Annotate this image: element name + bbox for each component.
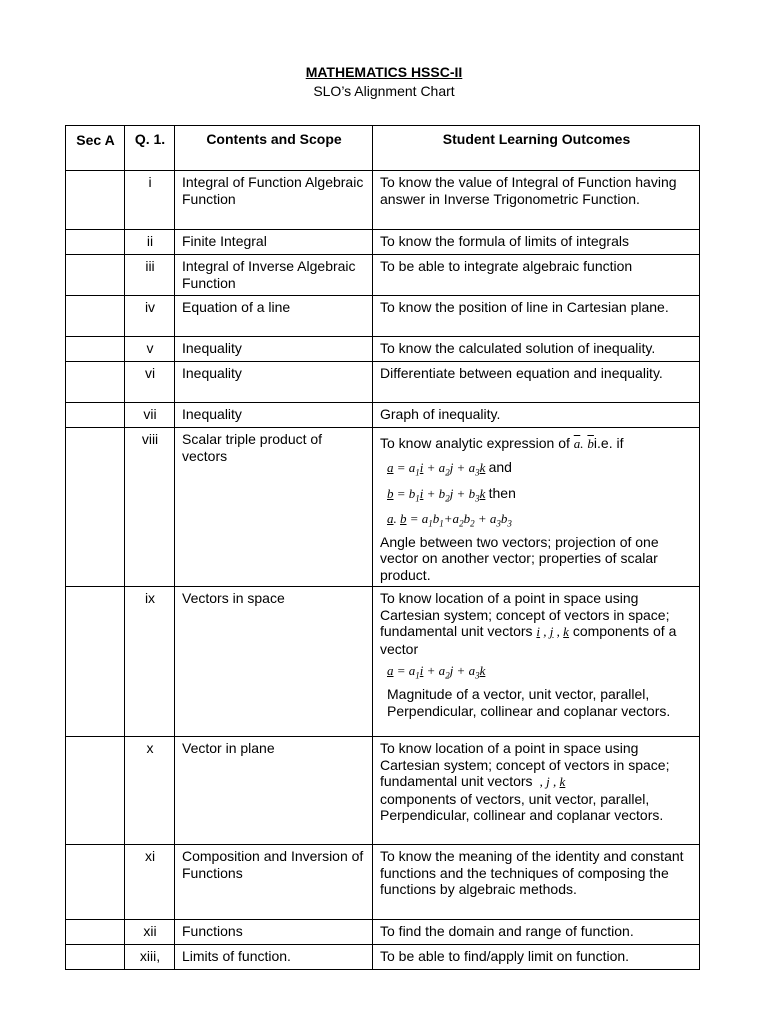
header-sec: Sec A	[66, 126, 125, 171]
table-header-row	[66, 126, 700, 171]
slo-intro: To know analytic expression of	[380, 435, 570, 451]
question-number: ix	[125, 587, 175, 737]
slo-cell	[373, 428, 700, 587]
table-row	[66, 171, 700, 230]
table-row	[66, 255, 700, 296]
sec-cell	[66, 337, 125, 362]
table-row	[66, 945, 700, 970]
table-row	[66, 920, 700, 945]
content-cell: Composition and Inversion of Functions	[175, 845, 373, 920]
slo-cell: To know the position of line in Cartesian plane.	[373, 296, 700, 337]
equation-a: $a = a_1i + a_2j + a_3k$	[387, 663, 486, 681]
slo-cell: To find the domain and range of function.	[373, 920, 700, 945]
equation-b: $b = b_1i + b_2j + b_3k$ then	[387, 484, 516, 504]
content-cell: Inequality	[175, 337, 373, 362]
content-cell: Vector in plane	[175, 737, 373, 845]
slo-intro-line	[380, 590, 693, 657]
sec-cell	[66, 587, 125, 737]
question-number: vii	[125, 403, 175, 428]
slo-cell: To be able to integrate algebraic function	[373, 255, 700, 296]
table-row	[66, 845, 700, 920]
sec-cell	[66, 296, 125, 337]
content-cell: Vectors in space	[175, 587, 373, 737]
table-row	[66, 587, 700, 737]
question-number: iv	[125, 296, 175, 337]
content-cell: Finite Integral	[175, 230, 373, 255]
slo-ie-text: i.e. if	[593, 435, 624, 451]
slo-cell: Graph of inequality.	[373, 403, 700, 428]
question-number: v	[125, 337, 175, 362]
content-cell: Inequality	[175, 403, 373, 428]
header-slo: Student Learning Outcomes	[373, 126, 700, 171]
vector-a-symbol: $\overline{a}$	[573, 436, 581, 451]
sec-cell	[66, 945, 125, 970]
slo-cell: To know the value of Integral of Function having answer in Inverse Trigonometric Function.	[373, 171, 700, 230]
sec-cell	[66, 403, 125, 428]
sec-cell	[66, 920, 125, 945]
question-number: x	[125, 737, 175, 845]
vector-equations	[380, 661, 693, 686]
table-row	[66, 403, 700, 428]
question-number: vi	[125, 362, 175, 403]
slo-cell: To be able to find/apply limit on function.	[373, 945, 700, 970]
content-cell: Inequality	[175, 362, 373, 403]
question-number: i	[125, 171, 175, 230]
slo-rest: components of vectors, unit vector, parallel, Perpendicular, collinear and coplanar vectors.	[380, 790, 664, 824]
content-cell: Integral of Function Algebraic Function	[175, 171, 373, 230]
table-row	[66, 230, 700, 255]
table-row	[66, 362, 700, 403]
slo-cell: Differentiate between equation and inequality.	[373, 362, 700, 403]
unit-vectors-symbols: i , j , k	[536, 624, 569, 640]
question-number: iii	[125, 255, 175, 296]
slo-intro: To know location of a point in space using Cartesian system; concept of vectors in space; fundamental unit vectors	[380, 590, 670, 640]
document-title: MATHEMATICS HSSC-II	[305, 64, 463, 80]
slo-intro-line	[380, 435, 693, 453]
slo-cell: To know the meaning of the identity and constant functions and the techniques of composing the functions by algebraic methods.	[373, 845, 700, 920]
sec-cell	[66, 362, 125, 403]
sec-cell	[66, 171, 125, 230]
dot-symbol: .	[580, 436, 584, 451]
sec-cell	[66, 255, 125, 296]
content-cell: Scalar triple product of vectors	[175, 428, 373, 587]
content-cell: Integral of Inverse Algebraic Function	[175, 255, 373, 296]
question-number: xi	[125, 845, 175, 920]
slo-rest: Magnitude of a vector, unit vector, parallel, Perpendicular, collinear and coplanar vectors.	[387, 686, 671, 719]
equation-a: $a = a_1i + a_2j + a_3k$ and	[387, 458, 512, 478]
table-row	[66, 737, 700, 845]
unit-vectors-symbols: , j , k	[536, 774, 566, 790]
slo-alignment-table	[65, 125, 700, 970]
table-row	[66, 296, 700, 337]
question-number: xiii,	[125, 945, 175, 970]
sec-cell	[66, 845, 125, 920]
question-number: xii	[125, 920, 175, 945]
slo-cell	[373, 587, 700, 737]
sec-cell	[66, 428, 125, 587]
slo-rest: Angle between two vectors; projection of one vector on another vector; properties of scalar product.	[380, 533, 659, 583]
question-number: viii	[125, 428, 175, 587]
sec-cell	[66, 737, 125, 845]
sec-cell	[66, 230, 125, 255]
vector-b-symbol: $\overline{b}$	[587, 436, 594, 451]
equation-dot-product: a. $b = a_1b_1+a_2b_2 + a_3b_3$	[387, 510, 512, 529]
content-cell: Equation of a line	[175, 296, 373, 337]
slo-cell: To know the formula of limits of integrals	[373, 230, 700, 255]
content-cell: Functions	[175, 920, 373, 945]
slo-intro: To know location of a point in space using Cartesian system; concept of vectors in space; fundamental unit vectors	[380, 740, 670, 790]
slo-cell: To know the calculated solution of inequality.	[373, 337, 700, 362]
table-row	[66, 428, 700, 587]
header-question: Q. 1.	[125, 126, 175, 171]
question-number: ii	[125, 230, 175, 255]
header-contents: Contents and Scope	[175, 126, 373, 171]
vector-equations	[380, 457, 693, 534]
slo-cell	[373, 737, 700, 845]
content-cell: Limits of function.	[175, 945, 373, 970]
document-subtitle: SLO’s Alignment Chart	[313, 83, 455, 99]
slo-after: components of a vector	[380, 623, 677, 657]
table-row	[66, 337, 700, 362]
